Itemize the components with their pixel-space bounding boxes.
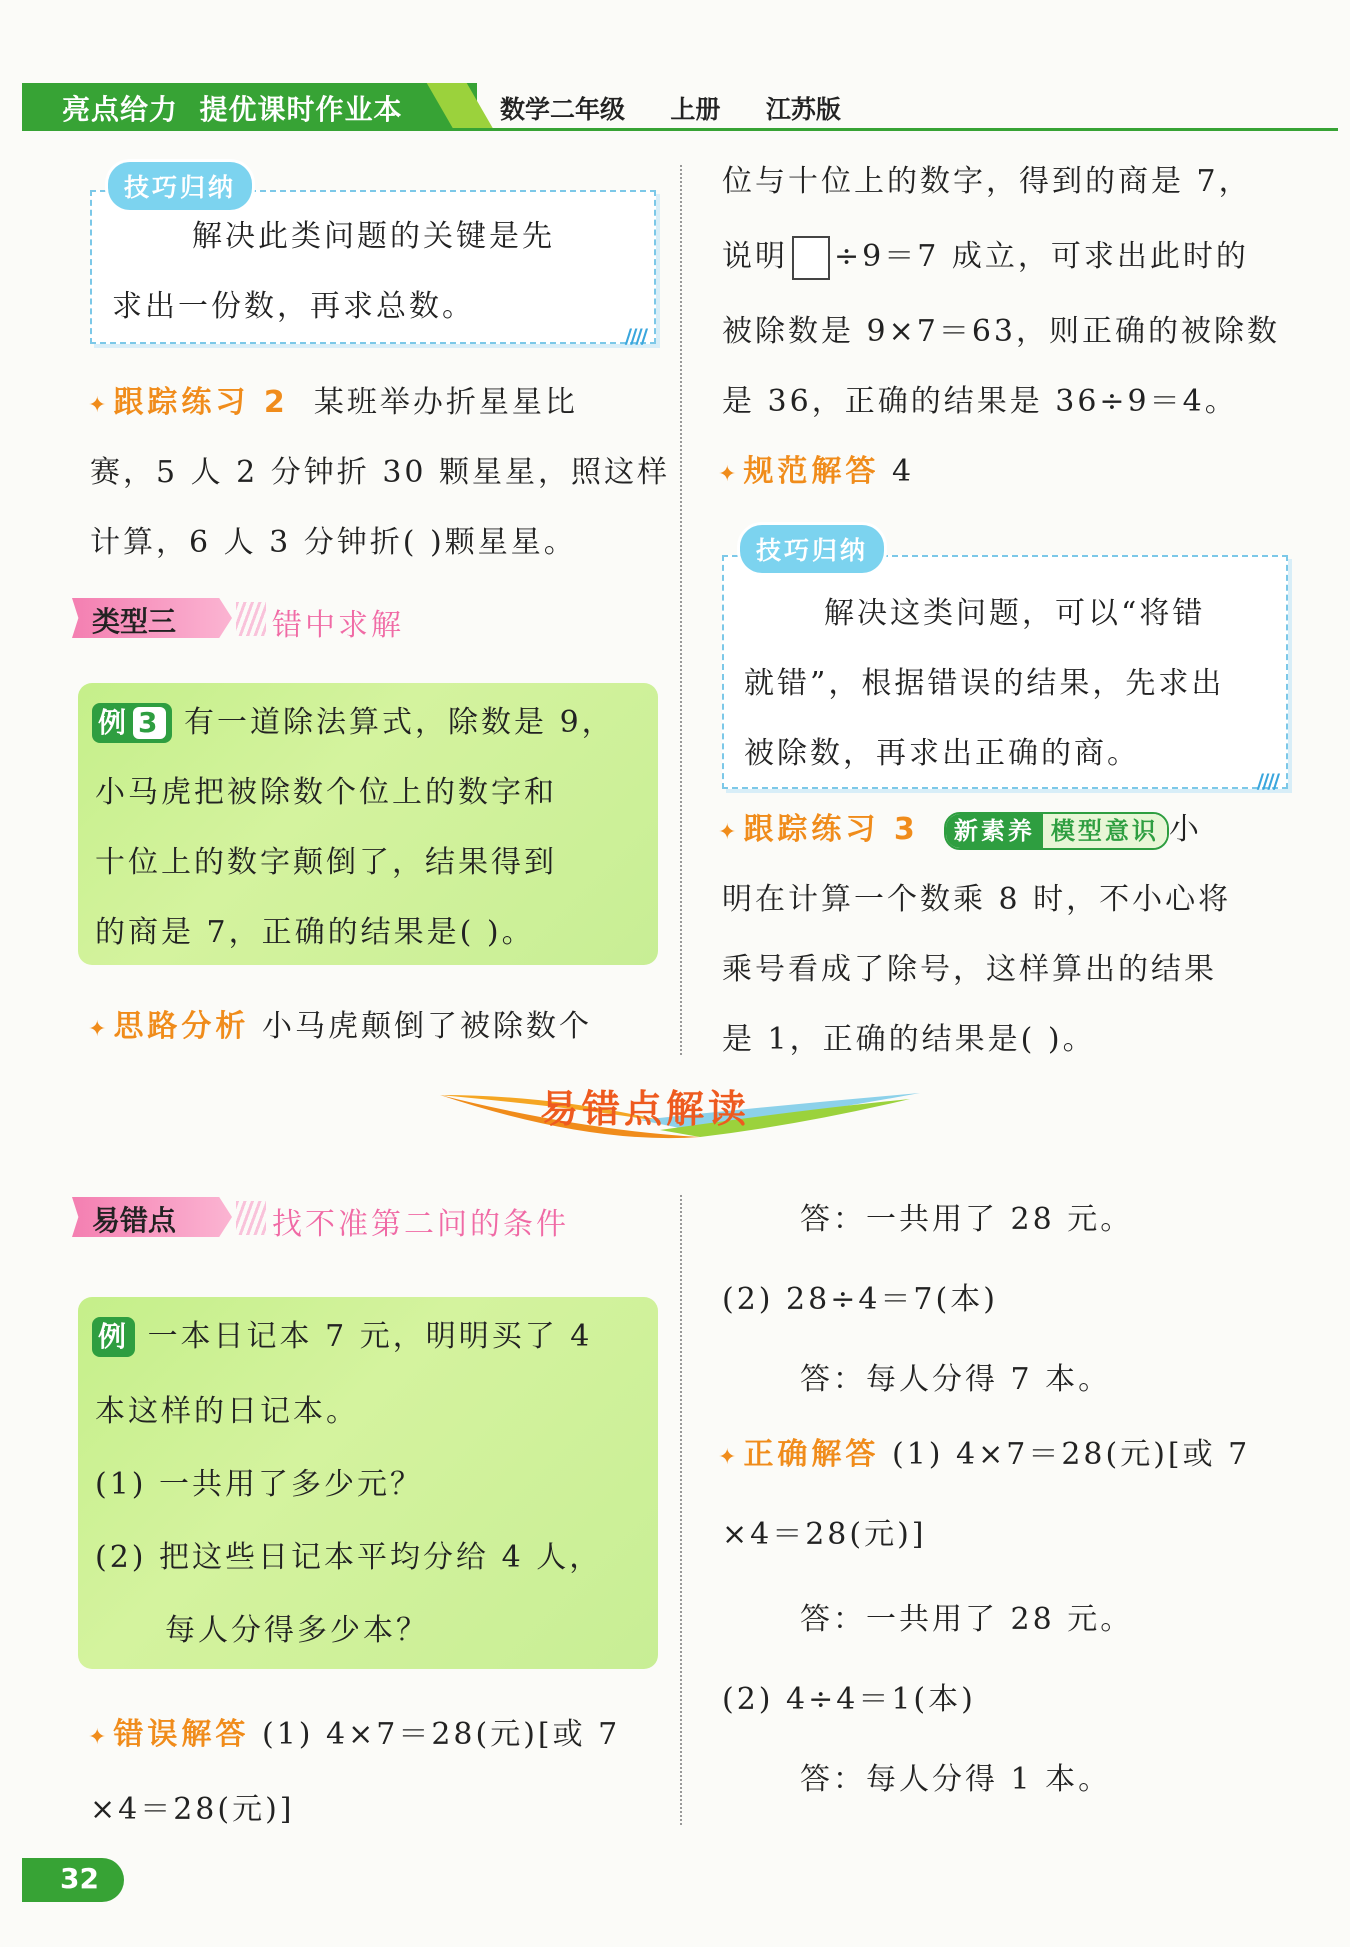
wrong-answer-line2: ×4＝28(元)]: [90, 1792, 295, 1827]
tip2-dashes: ////: [1256, 769, 1278, 793]
type3-tag: 类型三: [92, 605, 177, 638]
error-point-stripes: [236, 1201, 266, 1235]
correct-answer-ans2: 答：每人分得 1 本。: [800, 1762, 1112, 1797]
tip-box-1: [90, 190, 656, 348]
example3-label: 例 3: [92, 703, 172, 743]
standard-answer-value: 4: [891, 454, 915, 489]
example3-line2: 小马虎把被除数个位上的数字和: [95, 775, 557, 810]
badge-new-literacy: 新素养: [946, 814, 1043, 848]
wrong-answer-label: 错误解答: [113, 1717, 250, 1752]
analysis-line: [88, 992, 592, 1065]
practice3-line4: 是 1，正确的结果是( )。: [722, 1022, 1096, 1057]
example3-line3: 十位上的数字颠倒了，结果得到: [95, 845, 557, 880]
tip1-line1: 解决此类问题的关键是先: [192, 219, 555, 254]
correct-answer-label: 正确解答: [743, 1437, 880, 1472]
example3-number: 3: [133, 707, 165, 739]
practice3-line1: [718, 795, 1202, 868]
practice2-label: 跟踪练习 2: [113, 385, 289, 420]
star-icon: ✦: [88, 1725, 110, 1750]
analysis-text: 小马虎颠倒了被除数个: [261, 1009, 592, 1044]
standard-answer-label: 规范解答: [743, 454, 880, 489]
reasoning-line1: 位与十位上的数字，得到的商是 7，: [722, 164, 1252, 199]
page-number: 32: [60, 1862, 99, 1895]
correct-answer-calc2: (2) 4÷4＝1(本): [722, 1682, 976, 1717]
tip2-line2: 就错”，根据错误的结果，先求出: [744, 666, 1225, 701]
wrong-answer-text1: (1) 4×7＝28(元)[或 7: [261, 1717, 621, 1752]
blank-box: [792, 236, 830, 280]
example-line1: [92, 1302, 592, 1372]
section-banner-title: 易错点解读: [540, 1087, 751, 1131]
tip1-line2: 求出一份数，再求总数。: [112, 289, 475, 324]
example-line4: (2) 把这些日记本平均分给 4 人，: [95, 1540, 603, 1575]
type3-title: 错中求解: [272, 608, 404, 643]
tip1-bubble: 技巧归纳: [108, 162, 252, 210]
reasoning-line2: [722, 222, 1249, 292]
correct-answer-line2: ×4＝28(元)]: [722, 1517, 927, 1552]
column-divider-top: [680, 165, 682, 1055]
star-icon: ✦: [718, 462, 740, 487]
correct-answer-line1: [718, 1420, 1250, 1493]
error-point-tag: 易错点: [92, 1204, 177, 1237]
header-rule: [22, 128, 1338, 131]
new-literacy-badge: [944, 812, 1169, 850]
tip1-dashes: ////: [624, 324, 646, 348]
example-text1: 一本日记本 7 元，明明买了 4: [147, 1319, 593, 1354]
column-divider-bottom: [680, 1195, 682, 1825]
reasoning-line3: 被除数是 9×7＝63，则正确的被除数: [722, 314, 1281, 349]
practice2-line1: [88, 368, 578, 441]
example-line5: 每人分得多少本？: [165, 1613, 429, 1648]
standard-answer: [718, 437, 914, 510]
star-icon: ✦: [718, 820, 740, 845]
star-icon: ✦: [88, 393, 110, 418]
tip2-line3: 被除数，再求出正确的商。: [744, 736, 1140, 771]
reasoning-line2-pre: 说明: [722, 239, 788, 274]
example-line2: 本这样的日记本。: [95, 1394, 359, 1429]
type3-stripes: [236, 602, 266, 636]
star-icon: ✦: [88, 1017, 110, 1042]
badge-model-awareness: 模型意识: [1043, 814, 1167, 848]
correct-answer-text1: (1) 4×7＝28(元)[或 7: [891, 1437, 1251, 1472]
tip-box-2: [722, 555, 1288, 793]
tip2-line1: 解决这类问题，可以“将错: [824, 596, 1206, 631]
practice2-line3: 计算，6 人 3 分钟折( )颗星星。: [90, 525, 577, 560]
correct-answer-ans1: 答：一共用了 28 元。: [800, 1602, 1134, 1637]
tip2-bubble: 技巧归纳: [740, 525, 884, 573]
series-title: 亮点给力 提优课时作业本: [62, 93, 403, 126]
practice3-line2: 明在计算一个数乘 8 时，不小心将: [722, 882, 1232, 917]
wrong-answer-ans2: 答：每人分得 7 本。: [800, 1362, 1112, 1397]
example3-text1: 有一道除法算式，除数是 9，: [184, 705, 615, 740]
example-line3: (1) 一共用了多少元？: [95, 1467, 424, 1502]
wrong-answer-ans1: 答：一共用了 28 元。: [800, 1202, 1134, 1237]
analysis-label: 思路分析: [113, 1009, 250, 1044]
reasoning-line2-post: ÷9＝7 成立，可求出此时的: [834, 239, 1249, 274]
subject-title: 数学二年级 上册 江苏版: [500, 95, 841, 124]
practice3-line3: 乘号看成了除号，这样算出的结果: [722, 952, 1217, 987]
reasoning-line4: 是 36，正确的结果是 36÷9＝4。: [722, 384, 1238, 419]
example3-line1: [92, 688, 615, 758]
practice2-line2: 赛，5 人 2 分钟折 30 颗星星，照这样: [90, 455, 671, 490]
practice3-label: 跟踪练习 3: [743, 812, 919, 847]
example-label: 例: [92, 1317, 135, 1357]
error-point-title: 找不准第二问的条件: [272, 1207, 569, 1242]
practice3-tail: 小: [1168, 812, 1202, 847]
star-icon: ✦: [718, 1445, 740, 1470]
practice2-text1: 某班举办折星星比: [313, 385, 578, 420]
wrong-answer-calc2: (2) 28÷4＝7(本): [722, 1282, 998, 1317]
wrong-answer-line1: [88, 1700, 620, 1773]
example3-line4: 的商是 7，正确的结果是( )。: [95, 915, 535, 950]
